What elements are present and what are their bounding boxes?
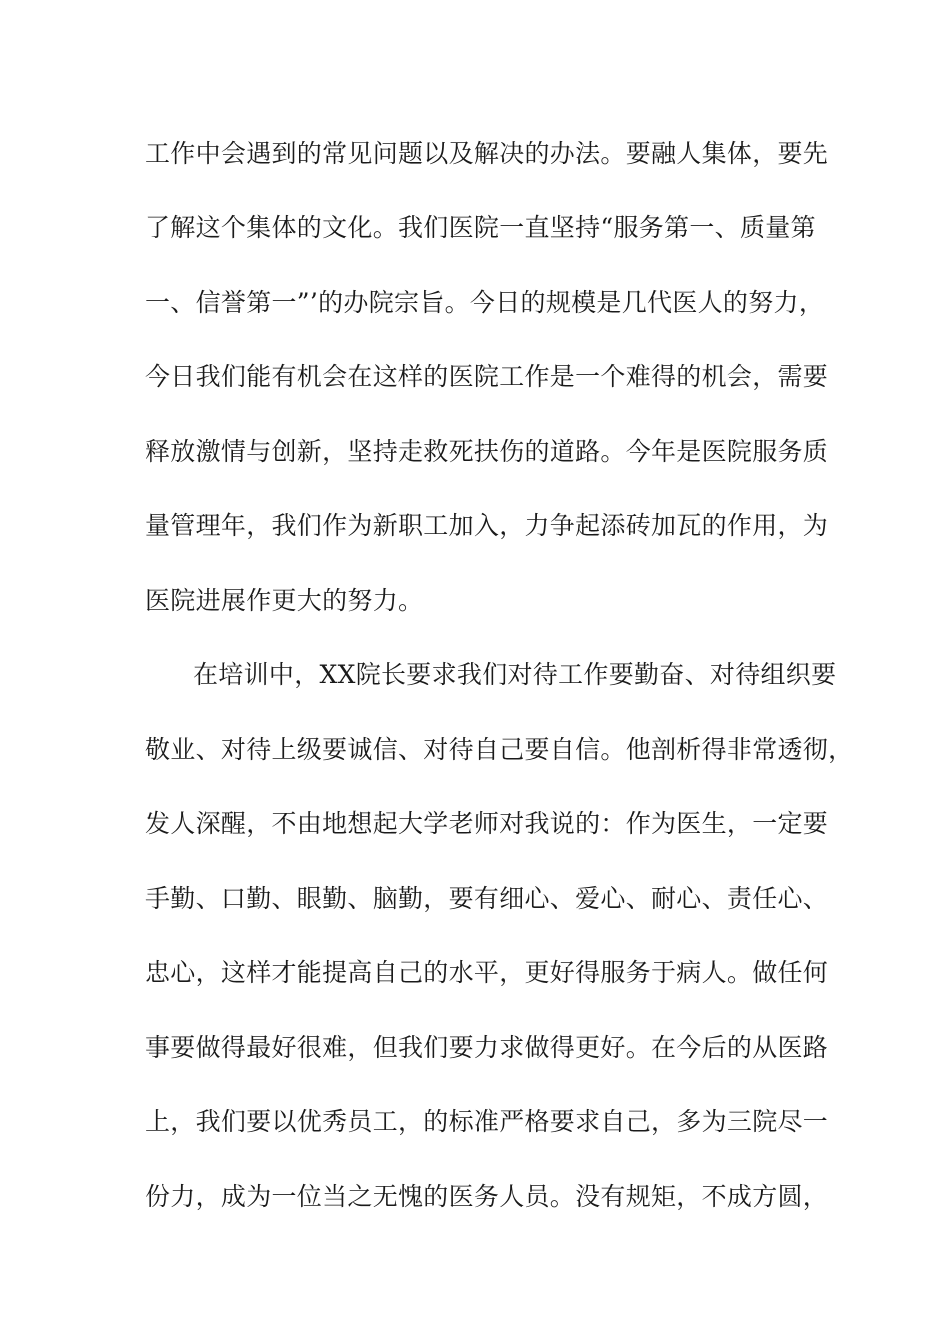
text-line: 量管理年，我们作为新职工加入，力争起添砖加瓦的作用，为 [145,511,829,540]
text-line: 份力，成为一位当之无愧的医务人员。没有规矩，不成方圆， [145,1182,829,1211]
text-line: 手勤、口勤、眼勤、脑勤，要有细心、爱心、耐心、责任心、 [145,884,829,913]
text-line: 医院进展作更大的努力。 [145,586,424,615]
text-line: 了解这个集体的文化。我们医院一直坚持“服务第一、质量第 [145,213,816,242]
text-line: 一、信誉第一”’的办院宗旨。今日的规模是几代医人的努力， [145,288,825,317]
paragraph-first-line: 在培训中，XX院长要求我们对待工作要勤奋、对待组织要 [193,660,837,689]
text-line: 今日我们能有机会在这样的医院工作是一个难得的机会，需要 [145,362,829,391]
text-line: 敬业、对待上级要诚信、对待自己要自信。他剖析得非常透彻， [145,735,854,764]
text-line: 发人深醒，不由地想起大学老师对我说的：作为医生，一定要 [145,809,829,838]
text-line: 上，我们要以优秀员工，的标准严格要求自己，多为三院尽一 [145,1107,829,1136]
text-line: 释放激情与创新，坚持走救死扶伤的道路。今年是医院服务质 [145,437,829,466]
text-line: 事要做得最好很难，但我们要力求做得更好。在今后的从医路 [145,1033,829,1062]
text-line: 工作中会遇到的常见问题以及解决的办法。要融人集体，要先 [145,139,829,168]
text-line: 忠心，这样才能提高自己的水平，更好得服务于病人。做任何 [145,958,829,987]
